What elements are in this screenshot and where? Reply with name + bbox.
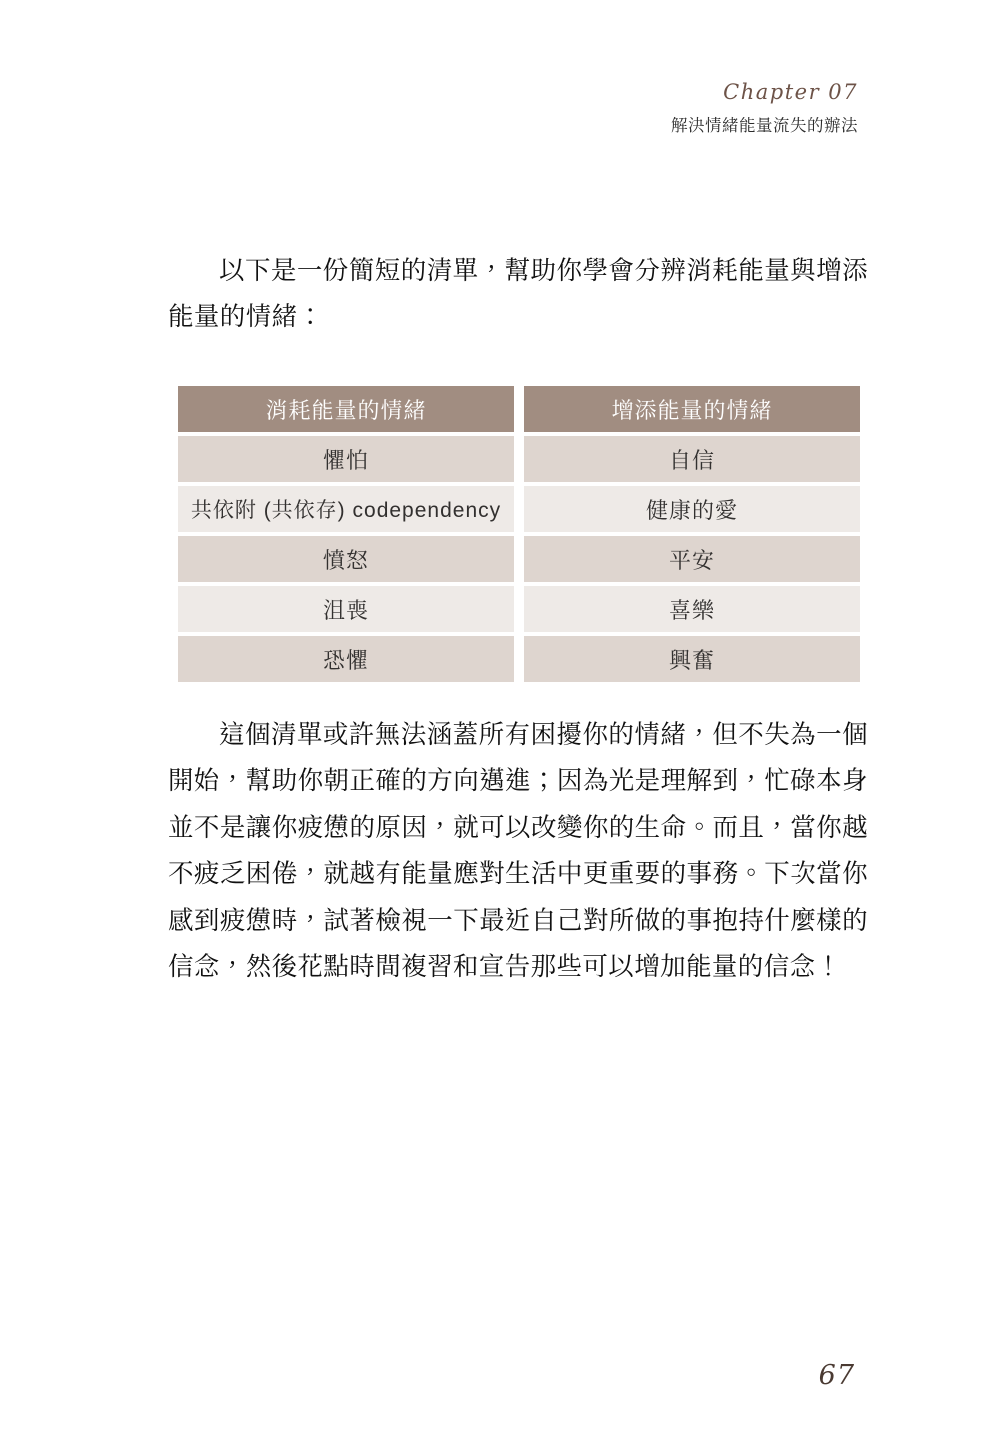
page-number: 67 (818, 1360, 855, 1391)
table-cell: 恐懼 (178, 636, 514, 682)
table-header-energizing: 增添能量的情緒 (524, 386, 860, 432)
table-cell: 自信 (524, 436, 860, 482)
chapter-label: Chapter 07 (723, 80, 858, 104)
table-cell: 沮喪 (178, 586, 514, 632)
intro-paragraph: 以下是一份簡短的清單，幫助你學會分辨消耗能量與增添能量的情緒： (168, 256, 868, 332)
table-cell: 興奮 (524, 636, 860, 682)
emotion-comparison-table (178, 386, 860, 682)
table-header-draining: 消耗能量的情緒 (178, 386, 514, 432)
table-cell: 共依附 (共依存) codependency (178, 486, 514, 532)
table-cell: 平安 (524, 536, 860, 582)
chapter-title: 解決情緒能量流失的辦法 (671, 116, 858, 136)
running-head (671, 78, 858, 137)
table-cell: 懼怕 (178, 436, 514, 482)
closing-paragraph-block (168, 712, 868, 990)
table-cell: 喜樂 (524, 586, 860, 632)
intro-paragraph-block (168, 248, 868, 341)
table-cell: 憤怒 (178, 536, 514, 582)
table-cell: 健康的愛 (524, 486, 860, 532)
closing-paragraph: 這個清單或許無法涵蓋所有困擾你的情緒，但不失為一個開始，幫助你朝正確的方向邁進；因為光是理解到，忙碌本身並不是讓你疲憊的原因，就可以改變你的生命。而且，當你越不疲乏困倦，就越有能量應對生活中更重要的事務。下次當你感到疲憊時，試著檢視一下最近自己對所做的事抱持什麼樣的信念，然後花點時間複習和宣告那些可以增加能量的信念！ (168, 720, 868, 982)
